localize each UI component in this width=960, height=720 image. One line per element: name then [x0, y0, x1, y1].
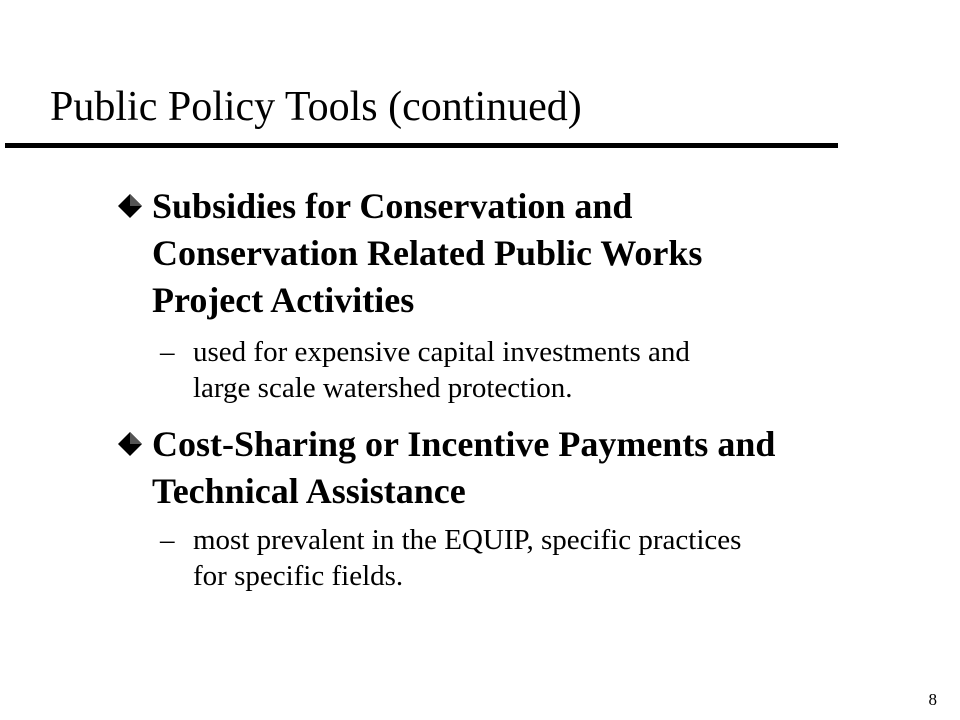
- sub-line: most prevalent in the EQUIP, specific practices: [193, 524, 742, 556]
- bullet-line: Technical Assistance: [152, 471, 466, 511]
- sub-line: used for expensive capital investments and: [193, 336, 690, 368]
- diamond-bullet-icon: [117, 193, 143, 219]
- title-underline: [5, 143, 838, 148]
- diamond-bullet-icon: [117, 431, 143, 457]
- sub-item-text: [193, 522, 913, 594]
- sub-line: large scale watershed protection.: [193, 372, 573, 404]
- slide-title: Public Policy Tools (continued): [50, 84, 582, 130]
- bullet-heading: [152, 421, 912, 515]
- bullet-line: Conservation Related Public Works: [152, 233, 703, 273]
- sub-line: for specific fields.: [193, 560, 404, 592]
- bullet-line: Subsidies for Conservation and: [152, 186, 633, 226]
- bullet-heading: [152, 183, 912, 324]
- page-number: 8: [928, 690, 937, 709]
- sub-item-text: [193, 334, 913, 406]
- bullet-line: Project Activities: [152, 280, 415, 320]
- dash-marker: –: [160, 524, 175, 556]
- dash-marker: –: [160, 336, 175, 368]
- bullet-line: Cost-Sharing or Incentive Payments and: [152, 424, 776, 464]
